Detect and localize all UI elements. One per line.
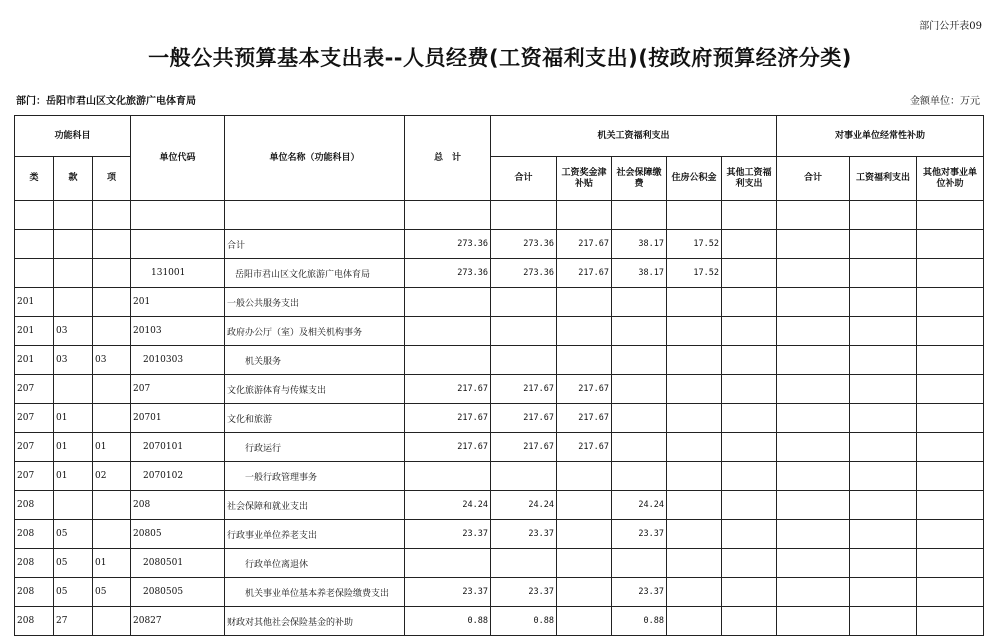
cell-kuan: 03 — [54, 317, 93, 346]
cell-org-wage — [557, 491, 612, 520]
cell-name: 机关事业单位基本养老保险缴费支出 — [225, 578, 405, 607]
cell-org-sum — [491, 317, 557, 346]
cell-inst-other — [917, 578, 984, 607]
cell-total: 217.67 — [405, 375, 491, 404]
cell-code: 131001 — [131, 259, 225, 288]
cell-name: 社会保障和就业支出 — [225, 491, 405, 520]
page-title: 一般公共预算基本支出表--人员经费(工资福利支出)(按政府预算经济分类) — [148, 46, 852, 70]
cell-org-wage: 217.67 — [557, 230, 612, 259]
table-row — [15, 549, 984, 578]
cell-org-housing — [667, 491, 722, 520]
cell-org-social: 0.88 — [612, 607, 667, 636]
header-row-1 — [15, 116, 984, 157]
cell-kuan — [54, 288, 93, 317]
cell-lei: 201 — [15, 317, 54, 346]
cell-inst-other — [917, 520, 984, 549]
cell-total: 217.67 — [405, 433, 491, 462]
func-subject-header: 功能科目 — [15, 116, 131, 157]
cell-lei: 207 — [15, 433, 54, 462]
cell-inst-wage — [850, 288, 917, 317]
cell-org-sum: 217.67 — [491, 433, 557, 462]
cell-inst-wage — [850, 230, 917, 259]
cell-inst-other — [917, 433, 984, 462]
cell-inst-wage — [850, 433, 917, 462]
cell-inst-sum — [777, 607, 850, 636]
cell-name: 行政单位离退休 — [225, 549, 405, 578]
cell-total — [405, 288, 491, 317]
cell-inst-other — [917, 607, 984, 636]
cell-inst-other — [917, 549, 984, 578]
cell-org-housing — [667, 433, 722, 462]
cell-xiang — [93, 520, 131, 549]
cell-code: 2070101 — [131, 433, 225, 462]
table-row — [15, 433, 984, 462]
cell-name: 行政事业单位养老支出 — [225, 520, 405, 549]
cell-org-housing: 17.52 — [667, 230, 722, 259]
cell-inst-sum — [777, 520, 850, 549]
table-row — [15, 288, 984, 317]
cell-org-sum: 23.37 — [491, 520, 557, 549]
cell-xiang: 05 — [93, 578, 131, 607]
cell-org-sum — [491, 462, 557, 491]
cell-org-wage — [557, 346, 612, 375]
cell-code: 2080505 — [131, 578, 225, 607]
cell-kuan: 27 — [54, 607, 93, 636]
cell-code: 20701 — [131, 404, 225, 433]
cell-org-sum: 24.24 — [491, 491, 557, 520]
cell-org-wage: 217.67 — [557, 375, 612, 404]
cell-name: 岳阳市君山区文化旅游广电体育局 — [225, 259, 405, 288]
cell-org-housing — [667, 462, 722, 491]
cell-lei — [15, 259, 54, 288]
cell-kuan — [54, 375, 93, 404]
cell-inst-other — [917, 259, 984, 288]
cell-inst-wage — [850, 462, 917, 491]
cell-code: 20827 — [131, 607, 225, 636]
cell-lei: 207 — [15, 404, 54, 433]
table-row — [15, 259, 984, 288]
cell-kuan — [54, 230, 93, 259]
cell-org-sum — [491, 549, 557, 578]
cell-xiang: 01 — [93, 549, 131, 578]
cell-org-social — [612, 375, 667, 404]
department-label: 部门：岳阳市君山区文化旅游广电体育局 — [16, 96, 196, 107]
cell-xiang — [93, 607, 131, 636]
cell-org-housing — [667, 288, 722, 317]
cell-xiang — [93, 317, 131, 346]
cell-name: 文化和旅游 — [225, 404, 405, 433]
cell-kuan: 01 — [54, 433, 93, 462]
total-header: 总 计 — [405, 116, 491, 201]
org-sum-header: 合计 — [491, 157, 557, 201]
cell-inst-sum — [777, 346, 850, 375]
cell-inst-sum — [777, 375, 850, 404]
cell-org-wage — [557, 520, 612, 549]
cell-inst-wage — [850, 549, 917, 578]
cell-org-other — [722, 288, 777, 317]
table-row — [15, 375, 984, 404]
cell-org-other — [722, 520, 777, 549]
cell-kuan: 01 — [54, 404, 93, 433]
org-wage-group-header: 机关工资福利支出 — [491, 116, 777, 157]
cell-name: 文化旅游体育与传媒支出 — [225, 375, 405, 404]
inst-wage-header: 工资福利支出 — [850, 157, 917, 201]
spacer-row — [15, 201, 984, 230]
cell-org-wage: 217.67 — [557, 404, 612, 433]
cell-code: 208 — [131, 491, 225, 520]
cell-kuan: 05 — [54, 549, 93, 578]
table-row — [15, 520, 984, 549]
cell-inst-other — [917, 317, 984, 346]
table-row — [15, 317, 984, 346]
cell-org-wage — [557, 462, 612, 491]
inst-other-header: 其他对事业单位补助 — [917, 157, 984, 201]
cell-name: 一般公共服务支出 — [225, 288, 405, 317]
cell-kuan — [54, 259, 93, 288]
cell-xiang — [93, 230, 131, 259]
cell-org-other — [722, 346, 777, 375]
cell-org-wage — [557, 607, 612, 636]
cell-name: 一般行政管理事务 — [225, 462, 405, 491]
cell-total: 273.36 — [405, 259, 491, 288]
cell-org-social — [612, 404, 667, 433]
lei-header: 类 — [15, 157, 54, 201]
cell-inst-wage — [850, 491, 917, 520]
cell-org-other — [722, 549, 777, 578]
cell-org-sum: 0.88 — [491, 607, 557, 636]
cell-name: 机关服务 — [225, 346, 405, 375]
cell-name: 合计 — [225, 230, 405, 259]
cell-org-housing — [667, 317, 722, 346]
table-row — [15, 462, 984, 491]
cell-org-wage — [557, 549, 612, 578]
cell-total: 24.24 — [405, 491, 491, 520]
cell-org-other — [722, 578, 777, 607]
cell-total: 23.37 — [405, 578, 491, 607]
cell-org-wage — [557, 578, 612, 607]
table-number-label: 部门公开表09 — [919, 21, 982, 32]
cell-code: 201 — [131, 288, 225, 317]
cell-org-other — [722, 259, 777, 288]
cell-total: 217.67 — [405, 404, 491, 433]
cell-xiang — [93, 404, 131, 433]
cell-inst-other — [917, 375, 984, 404]
cell-lei: 208 — [15, 520, 54, 549]
cell-org-housing — [667, 520, 722, 549]
cell-org-sum: 273.36 — [491, 259, 557, 288]
cell-code: 20805 — [131, 520, 225, 549]
cell-org-social: 38.17 — [612, 259, 667, 288]
cell-name: 财政对其他社会保险基金的补助 — [225, 607, 405, 636]
cell-org-social — [612, 549, 667, 578]
cell-kuan — [54, 491, 93, 520]
cell-org-sum: 217.67 — [491, 375, 557, 404]
cell-total: 0.88 — [405, 607, 491, 636]
cell-kuan: 03 — [54, 346, 93, 375]
cell-org-sum — [491, 346, 557, 375]
cell-total — [405, 317, 491, 346]
cell-org-social — [612, 288, 667, 317]
cell-org-sum — [491, 288, 557, 317]
cell-org-social: 24.24 — [612, 491, 667, 520]
cell-inst-other — [917, 404, 984, 433]
table-row — [15, 607, 984, 636]
cell-inst-sum — [777, 462, 850, 491]
org-social-header: 社会保障缴费 — [612, 157, 667, 201]
expenditure-table — [14, 115, 984, 636]
cell-lei: 208 — [15, 578, 54, 607]
amount-unit-label: 金额单位：万元 — [910, 96, 980, 107]
cell-org-housing — [667, 404, 722, 433]
cell-xiang: 02 — [93, 462, 131, 491]
cell-org-sum: 273.36 — [491, 230, 557, 259]
cell-org-housing — [667, 375, 722, 404]
cell-kuan: 01 — [54, 462, 93, 491]
cell-lei — [15, 230, 54, 259]
cell-inst-sum — [777, 259, 850, 288]
cell-org-social: 38.17 — [612, 230, 667, 259]
cell-org-other — [722, 404, 777, 433]
cell-org-housing — [667, 549, 722, 578]
cell-inst-other — [917, 462, 984, 491]
cell-inst-sum — [777, 549, 850, 578]
table-row — [15, 230, 984, 259]
cell-total — [405, 549, 491, 578]
cell-org-wage — [557, 288, 612, 317]
cell-org-sum: 23.37 — [491, 578, 557, 607]
cell-inst-sum — [777, 578, 850, 607]
inst-subsidy-group-header: 对事业单位经常性补助 — [777, 116, 984, 157]
cell-inst-other — [917, 230, 984, 259]
cell-lei: 208 — [15, 607, 54, 636]
cell-inst-sum — [777, 404, 850, 433]
table-row — [15, 346, 984, 375]
cell-inst-wage — [850, 346, 917, 375]
cell-total: 23.37 — [405, 520, 491, 549]
cell-org-wage: 217.67 — [557, 433, 612, 462]
cell-org-other — [722, 230, 777, 259]
cell-lei: 201 — [15, 346, 54, 375]
cell-org-social: 23.37 — [612, 578, 667, 607]
cell-org-other — [722, 317, 777, 346]
org-other-header: 其他工资福利支出 — [722, 157, 777, 201]
cell-lei: 208 — [15, 491, 54, 520]
table-row — [15, 491, 984, 520]
cell-inst-wage — [850, 375, 917, 404]
unit-code-header: 单位代码 — [131, 116, 225, 201]
cell-org-social — [612, 317, 667, 346]
cell-xiang: 01 — [93, 433, 131, 462]
cell-code — [131, 230, 225, 259]
cell-org-other — [722, 433, 777, 462]
cell-org-other — [722, 462, 777, 491]
cell-xiang — [93, 288, 131, 317]
cell-inst-wage — [850, 259, 917, 288]
cell-inst-sum — [777, 317, 850, 346]
org-housing-header: 住房公积金 — [667, 157, 722, 201]
cell-inst-sum — [777, 433, 850, 462]
kuan-header: 款 — [54, 157, 93, 201]
cell-org-wage: 217.67 — [557, 259, 612, 288]
table-row — [15, 578, 984, 607]
table-row — [15, 404, 984, 433]
cell-org-sum: 217.67 — [491, 404, 557, 433]
cell-org-social — [612, 433, 667, 462]
cell-code: 20103 — [131, 317, 225, 346]
cell-kuan: 05 — [54, 520, 93, 549]
cell-inst-other — [917, 491, 984, 520]
inst-sum-header: 合计 — [777, 157, 850, 201]
cell-total: 273.36 — [405, 230, 491, 259]
cell-lei: 201 — [15, 288, 54, 317]
cell-code: 2070102 — [131, 462, 225, 491]
cell-kuan: 05 — [54, 578, 93, 607]
cell-xiang — [93, 491, 131, 520]
cell-org-other — [722, 607, 777, 636]
cell-code: 207 — [131, 375, 225, 404]
cell-org-social: 23.37 — [612, 520, 667, 549]
cell-xiang: 03 — [93, 346, 131, 375]
cell-org-housing — [667, 346, 722, 375]
cell-inst-wage — [850, 317, 917, 346]
cell-total — [405, 462, 491, 491]
cell-total — [405, 346, 491, 375]
cell-org-other — [722, 375, 777, 404]
cell-code: 2010303 — [131, 346, 225, 375]
cell-inst-wage — [850, 607, 917, 636]
org-wage-header: 工资奖金津补贴 — [557, 157, 612, 201]
cell-org-housing — [667, 607, 722, 636]
cell-org-social — [612, 346, 667, 375]
cell-org-wage — [557, 317, 612, 346]
cell-lei: 208 — [15, 549, 54, 578]
cell-name: 政府办公厅（室）及相关机构事务 — [225, 317, 405, 346]
cell-org-social — [612, 462, 667, 491]
cell-inst-wage — [850, 578, 917, 607]
cell-inst-sum — [777, 288, 850, 317]
cell-inst-wage — [850, 404, 917, 433]
cell-org-housing: 17.52 — [667, 259, 722, 288]
cell-code: 2080501 — [131, 549, 225, 578]
cell-inst-other — [917, 288, 984, 317]
cell-xiang — [93, 259, 131, 288]
cell-xiang — [93, 375, 131, 404]
cell-lei: 207 — [15, 375, 54, 404]
cell-org-other — [722, 491, 777, 520]
cell-name: 行政运行 — [225, 433, 405, 462]
unit-name-header: 单位名称（功能科目） — [225, 116, 405, 201]
cell-inst-other — [917, 346, 984, 375]
cell-inst-sum — [777, 230, 850, 259]
cell-lei: 207 — [15, 462, 54, 491]
xiang-header: 项 — [93, 157, 131, 201]
cell-inst-sum — [777, 491, 850, 520]
cell-inst-wage — [850, 520, 917, 549]
cell-org-housing — [667, 578, 722, 607]
